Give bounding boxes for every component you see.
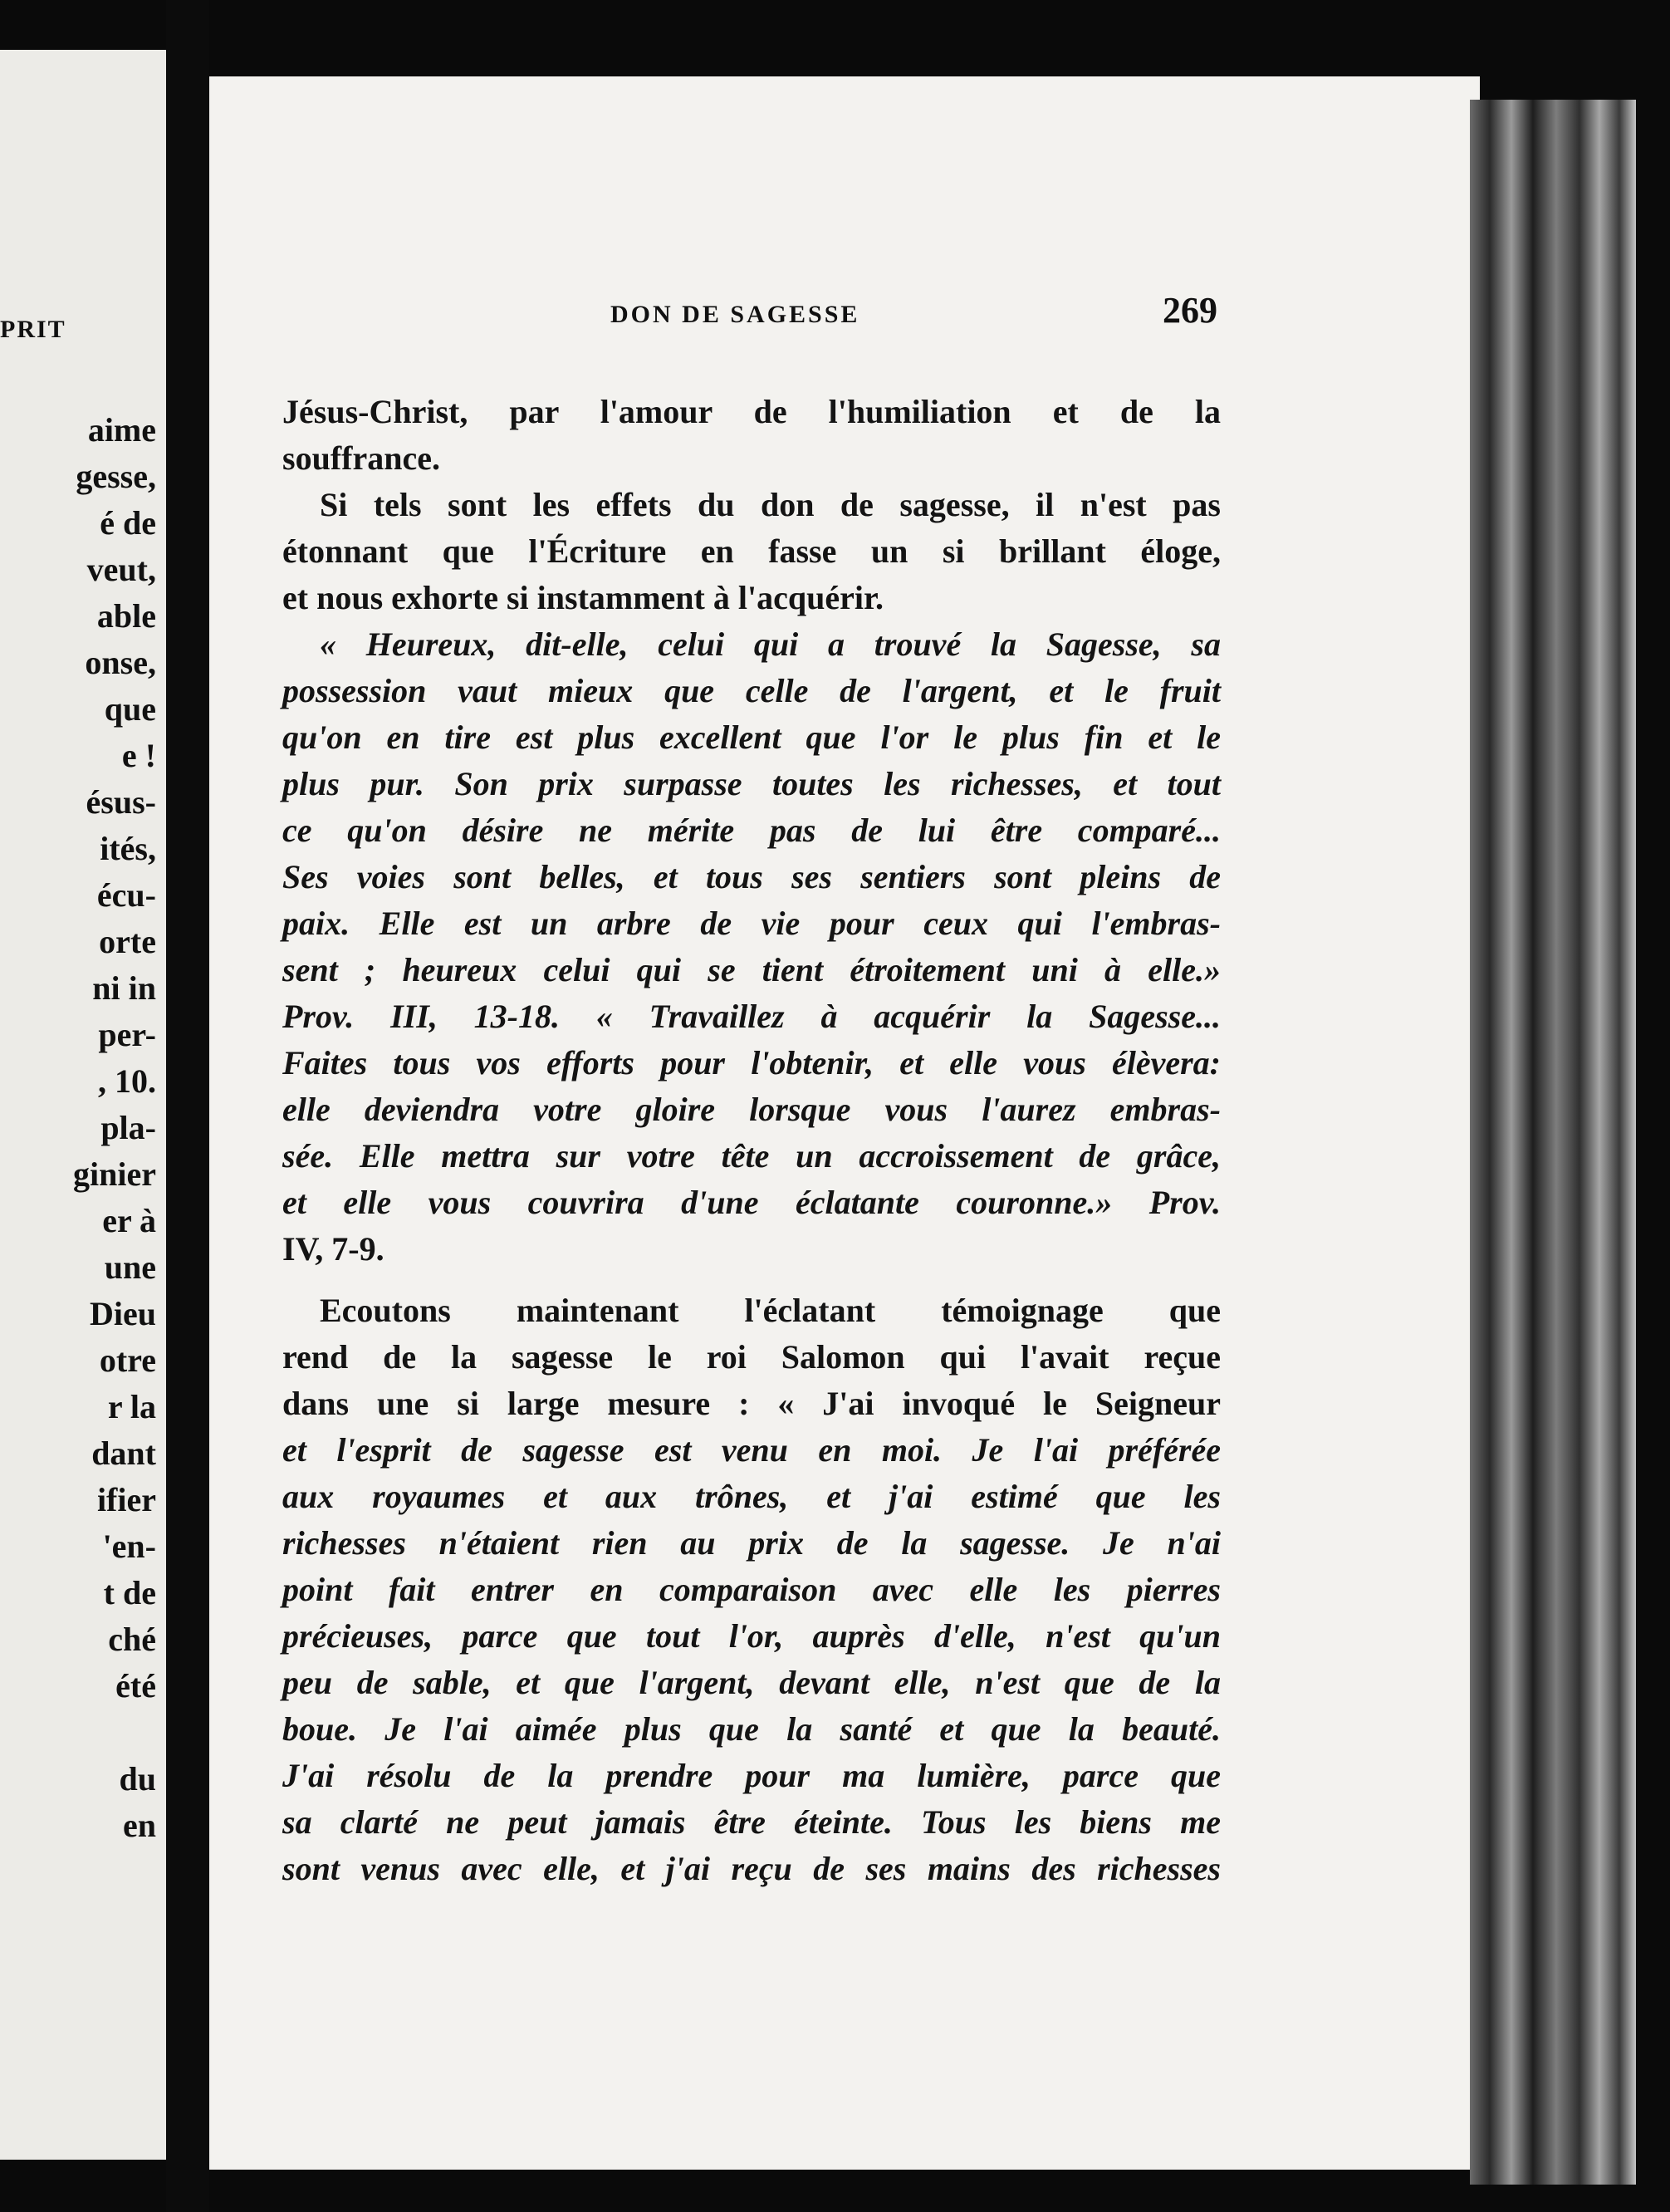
text-line: rend de la sagesse le roi Salomon qui l'avait reçue <box>282 1338 1221 1376</box>
text-line: Jésus-Christ, par l'amour de l'humiliation et de la <box>282 393 1221 430</box>
facing-page-line: du <box>119 1760 156 1798</box>
facing-page-line: orte <box>99 923 156 960</box>
quote-line: et elle vous couvrira d'une éclatante couronne.» Prov. <box>282 1184 1221 1221</box>
facing-page-line: ni in <box>92 969 156 1007</box>
quote-line: J'ai résolu de la prendre pour ma lumière, parce que <box>282 1757 1221 1794</box>
facing-page-line: que <box>104 690 156 728</box>
book-gutter <box>166 0 209 2212</box>
facing-page-line: Dieu <box>90 1295 156 1332</box>
quote-line: Ses voies sont belles, et tous ses sentiers sont pleins de <box>282 858 1221 895</box>
facing-page-running-head: PRIT <box>0 316 66 343</box>
facing-page-line: écu- <box>96 876 156 914</box>
facing-page-line: otre <box>99 1341 156 1379</box>
quote-line: elle deviendra votre gloire lorsque vous l'aurez embras- <box>282 1091 1221 1128</box>
quote-line: possession vaut mieux que celle de l'argent, et le fruit <box>282 672 1221 709</box>
facing-page-text <box>73 407 156 1849</box>
facing-page-line: ifier <box>96 1481 156 1518</box>
facing-page-line: été <box>115 1667 156 1704</box>
quote-line: sa clarté ne peut jamais être éteinte. Tous les biens me <box>282 1803 1221 1841</box>
text-line: dans une si large mesure : « J'ai invoqué le Seigneur <box>282 1385 1221 1422</box>
facing-page-line: er à <box>102 1202 156 1239</box>
facing-page-line: t de <box>103 1574 156 1611</box>
quote-line: et l'esprit de sagesse est venu en moi. Je l'ai préférée <box>282 1431 1221 1469</box>
text-line: Si tels sont les effets du don de sagesse, il n'est pas <box>320 486 1221 523</box>
quote-line: sée. Elle mettra sur votre tête un accroissement de grâce, <box>282 1137 1221 1175</box>
quote-line: ce qu'on désire ne mérite pas de lui être comparé... <box>282 812 1221 849</box>
quote-line: point fait entrer en comparaison avec elle les pierres <box>282 1571 1221 1608</box>
facing-page-line: veut, <box>86 551 156 588</box>
facing-page-line: dant <box>91 1435 156 1472</box>
quote-line: qu'on en tire est plus excellent que l'or le plus fin et le <box>282 719 1221 756</box>
quote-line: sont venus avec elle, et j'ai reçu de ses mains des richesses <box>282 1850 1221 1887</box>
page-edge <box>1470 100 1636 2185</box>
facing-page-line: 'en- <box>102 1528 156 1565</box>
text-line: souffrance. <box>282 439 440 477</box>
quote-line: Faites tous vos efforts pour l'obtenir, et elle vous élèvera: <box>282 1044 1221 1081</box>
quote-line: « Heureux, dit-elle, celui qui a trouvé la Sagesse, sa <box>320 625 1221 663</box>
text-line: Ecoutons maintenant l'éclatant témoignage que <box>320 1292 1221 1329</box>
text-line: et nous exhorte si instamment à l'acquérir. <box>282 579 884 616</box>
facing-page <box>0 50 166 2160</box>
facing-page-line: per- <box>98 1016 156 1053</box>
quote-line: Prov. III, 13-18. « Travaillez à acquérir la Sagesse... <box>282 998 1221 1035</box>
facing-page-line: ésus- <box>86 783 156 821</box>
text-line: étonnant que l'Écriture en fasse un si brillant éloge, <box>282 532 1221 570</box>
quote-line: précieuses, parce que tout l'or, auprès d'elle, n'est qu'un <box>282 1617 1221 1655</box>
quote-line: plus pur. Son prix surpasse toutes les richesses, et tout <box>282 765 1221 802</box>
body-text <box>282 389 1221 1892</box>
quote-line: sent ; heureux celui qui se tient étroitement uni à elle.» <box>282 951 1221 988</box>
facing-page-line: en <box>123 1807 156 1844</box>
page-number: 269 <box>1163 290 1217 331</box>
quote-line: richesses n'étaient rien au prix de la sagesse. Je n'ai <box>282 1524 1221 1562</box>
facing-page-line: ités, <box>100 830 156 867</box>
quote-line: boue. Je l'ai aimée plus que la santé et que la beauté. <box>282 1710 1221 1748</box>
facing-page-line: une <box>104 1248 156 1286</box>
facing-page-line: ché <box>108 1621 156 1658</box>
quote-line: aux royaumes et aux trônes, et j'ai estimé que les <box>282 1478 1221 1515</box>
facing-page-line: onse, <box>85 644 156 681</box>
running-head: DON DE SAGESSE <box>610 301 860 328</box>
facing-page-line: gesse, <box>76 458 156 495</box>
facing-page-line: aime <box>87 411 156 449</box>
facing-page-line <box>73 1709 156 1756</box>
facing-page-line: ginier <box>73 1155 156 1193</box>
facing-page-line: able <box>96 597 156 635</box>
quote-line: peu de sable, et que l'argent, devant elle, n'est que de la <box>282 1664 1221 1701</box>
facing-page-line: pla- <box>100 1109 156 1146</box>
citation-line: IV, 7-9. <box>282 1230 384 1268</box>
facing-page-line: r la <box>107 1388 156 1425</box>
quote-line: paix. Elle est un arbre de vie pour ceux qui l'embras- <box>282 905 1221 942</box>
facing-page-line: e ! <box>121 737 156 774</box>
facing-page-line: , 10. <box>98 1062 156 1100</box>
facing-page-line: é de <box>100 504 156 542</box>
